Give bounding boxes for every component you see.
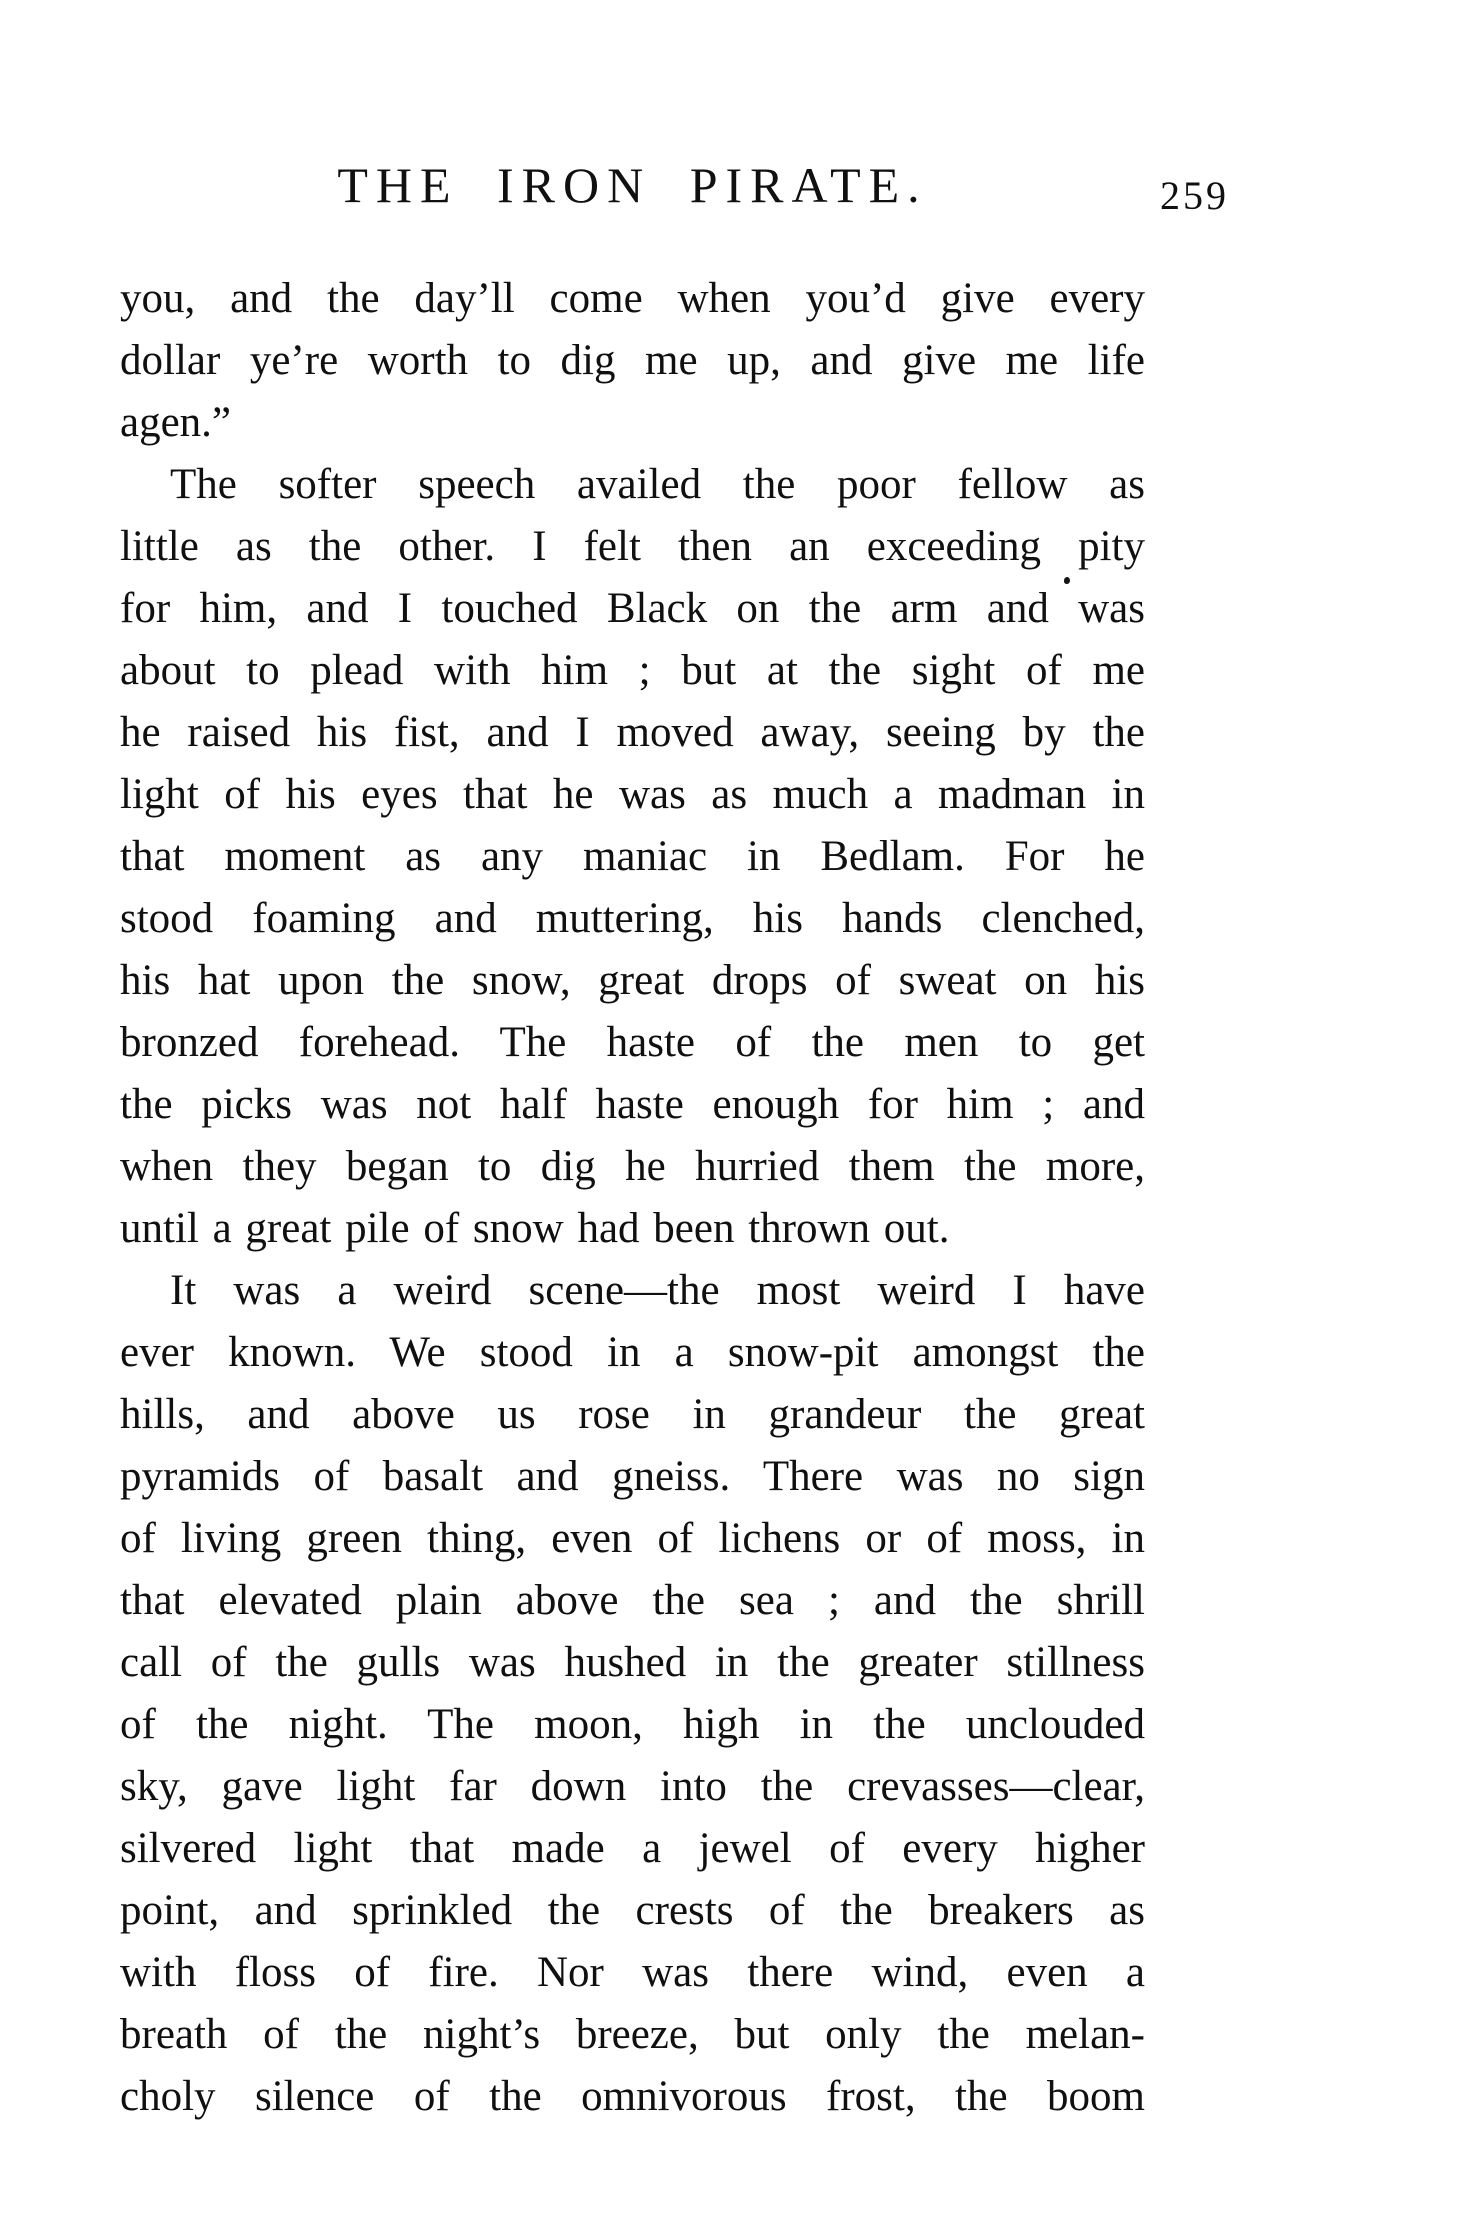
paragraph — [120, 268, 1145, 454]
text-line: ever known. We stood in a snow-pit amongst the — [120, 1329, 1145, 1376]
text-line: breath of the night’s breeze, but only the melan- — [120, 2011, 1145, 2058]
text-line: that moment as any maniac in Bedlam. For he — [120, 833, 1145, 880]
text-line: light of his eyes that he was as much a madman in — [120, 771, 1145, 818]
text-line: The softer speech availed the poor fellow as — [170, 461, 1145, 508]
text-line: agen.” — [120, 399, 232, 446]
text-line: sky, gave light far down into the crevasses—clear, — [120, 1763, 1145, 1810]
ink-speck — [1064, 577, 1070, 584]
text-line: when they began to dig he hurried them the more, — [120, 1143, 1145, 1190]
paragraph — [120, 454, 1145, 1260]
running-header-title: THE IRON PIRATE. — [337, 157, 928, 213]
text-line: until a great pile of snow had been thrown out. — [120, 1205, 950, 1252]
text-line: his hat upon the snow, great drops of sweat on his — [120, 957, 1145, 1004]
text-line: he raised his fist, and I moved away, seeing by the — [120, 709, 1145, 756]
text-line: choly silence of the omnivorous frost, the boom — [120, 2073, 1145, 2120]
text-line: with floss of fire. Nor was there wind, even a — [120, 1949, 1145, 1996]
text-line: you, and the day’ll come when you’d give every — [120, 275, 1145, 322]
text-line: that elevated plain above the sea ; and the shrill — [120, 1577, 1145, 1624]
text-line: of the night. The moon, high in the unclouded — [120, 1701, 1145, 1748]
text-line: about to plead with him ; but at the sight of me — [120, 647, 1145, 694]
paragraph — [120, 1260, 1145, 2128]
text-line: for him, and I touched Black on the arm and was — [120, 585, 1145, 632]
text-line: hills, and above us rose in grandeur the great — [120, 1391, 1145, 1438]
page-number: 259 — [1160, 173, 1229, 218]
text-block — [120, 268, 1145, 2128]
text-line: stood foaming and muttering, his hands clenched, — [120, 895, 1145, 942]
text-line: the picks was not half haste enough for him ; and — [120, 1081, 1145, 1128]
text-line: silvered light that made a jewel of every higher — [120, 1825, 1145, 1872]
text-line: bronzed forehead. The haste of the men to get — [120, 1019, 1145, 1066]
text-line: It was a weird scene—the most weird I have — [170, 1267, 1145, 1314]
text-line: point, and sprinkled the crests of the breakers as — [120, 1887, 1145, 1934]
text-line: call of the gulls was hushed in the greater stillness — [120, 1639, 1145, 1686]
text-line: pyramids of basalt and gneiss. There was no sign — [120, 1453, 1145, 1500]
text-line: dollar ye’re worth to dig me up, and give me life — [120, 337, 1145, 384]
text-line: little as the other. I felt then an exceeding pity — [120, 523, 1145, 570]
text-line: of living green thing, even of lichens or of moss, in — [120, 1515, 1145, 1562]
